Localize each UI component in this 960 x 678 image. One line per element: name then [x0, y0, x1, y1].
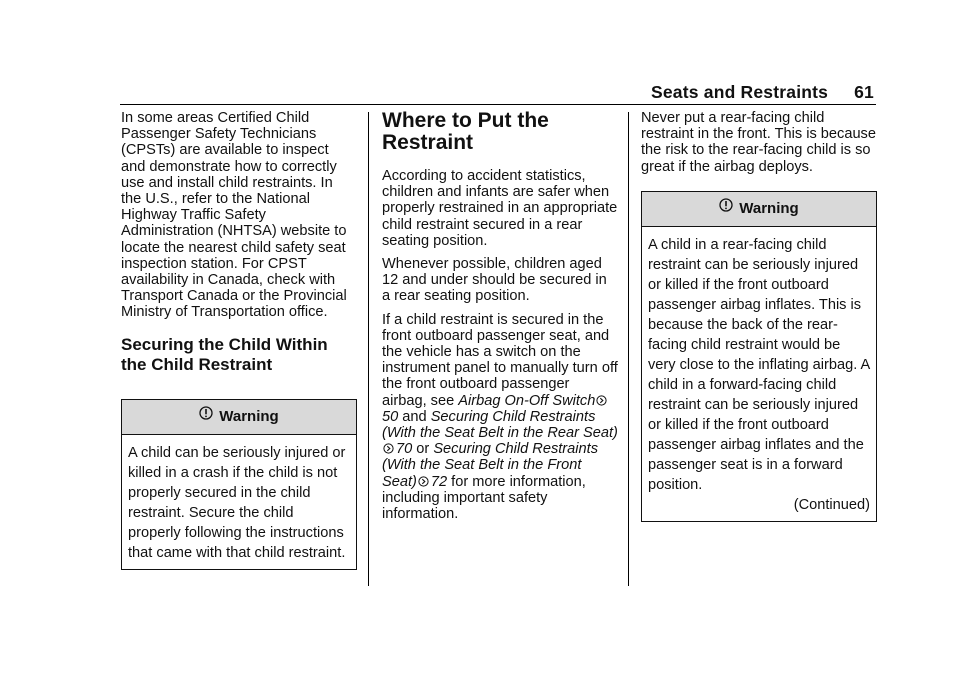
warning-body-text: A child in a rear-facing child restraint can be seriously injured or killed if the front outboard passenger airbag inflates. This is because the back of the rear-facing child restraint would be very close to the inflating airbag. A child in a forward-facing child restraint can be seriously injured or killed if the front outboard passenger airbag inflates and the passenger seat is in a forward position.	[648, 236, 870, 493]
section-heading: Where to Put the Restraint	[382, 109, 549, 154]
continued-label: (Continued)	[793, 496, 870, 513]
warning-box	[641, 191, 877, 522]
paragraph-text: or	[412, 441, 434, 458]
paragraph-text: for more information, including important safety information.	[382, 473, 586, 523]
paragraph-text: If a child restraint is secured in the front outboard passenger seat, and the vehicle has a switch on the instrument panel to manually turn off the front outboard passenger airbag, see	[382, 311, 618, 409]
warning-box	[121, 399, 357, 570]
section-title: Seats and Restraints	[651, 82, 829, 102]
page-reference[interactable]: 50	[382, 408, 399, 425]
paragraph	[382, 312, 618, 523]
paragraph: Never put a rear-facing child restraint in the front. This is because the risk to the rear-facing child is so great if the airbag deploys.	[641, 110, 876, 175]
warning-icon	[199, 406, 213, 420]
section-heading: Securing the Child Within the Child Restraint	[121, 334, 328, 374]
column-divider-1	[368, 112, 369, 586]
header-divider	[120, 104, 876, 105]
cross-reference-link[interactable]: Securing Child Restraints (With the Seat Belt in the Front Seat)	[382, 441, 598, 490]
warning-title: Warning	[739, 199, 799, 217]
column-divider-2	[628, 112, 629, 586]
page-reference-icon	[418, 476, 429, 487]
paragraph: Whenever possible, children aged 12 and under should be secured in a rear seating position.	[382, 256, 607, 305]
page-reference-icon	[596, 395, 607, 406]
page-number: 61	[854, 82, 874, 102]
paragraph-text: and	[398, 408, 431, 425]
intro-paragraph: In some areas Certified Child Passenger Safety Technicians (CPSTs) are available to inspect and demonstrate how to correctly use and install child restraints. In the U.S., refer to the National Highway Traffic Safety Administration (NHTSA) website to locate the nearest child safety seat inspection station. For CPST availability in Canada, check with Transport Canada or the Provincial Ministry of Transportation office.	[121, 110, 347, 321]
page-reference[interactable]: 72	[430, 473, 448, 490]
page-reference-icon	[383, 443, 394, 454]
column-2	[382, 110, 618, 529]
column-3	[641, 110, 877, 522]
warning-header	[642, 192, 876, 227]
warning-title: Warning	[219, 407, 279, 425]
paragraph: According to accident statistics, children and infants are safer when properly restrained in an appropriate child restraint secured in a rear seating position.	[382, 168, 618, 249]
warning-header	[122, 400, 356, 435]
page-reference[interactable]: 70	[396, 441, 413, 458]
page-header	[651, 82, 874, 103]
cross-reference-link[interactable]: Airbag On-Off Switch	[458, 392, 596, 409]
warning-text: A child can be seriously injured or killed in a crash if the child is not properly secured in the child restraint. Secure the child properly following the instructions that came with that child restraint.	[128, 444, 346, 561]
warning-text	[642, 227, 876, 521]
column-1	[121, 110, 357, 570]
warning-icon	[719, 198, 733, 212]
cross-reference-link[interactable]: Securing Child Restraints (With the Seat Belt in the Rear Seat)	[382, 408, 618, 442]
